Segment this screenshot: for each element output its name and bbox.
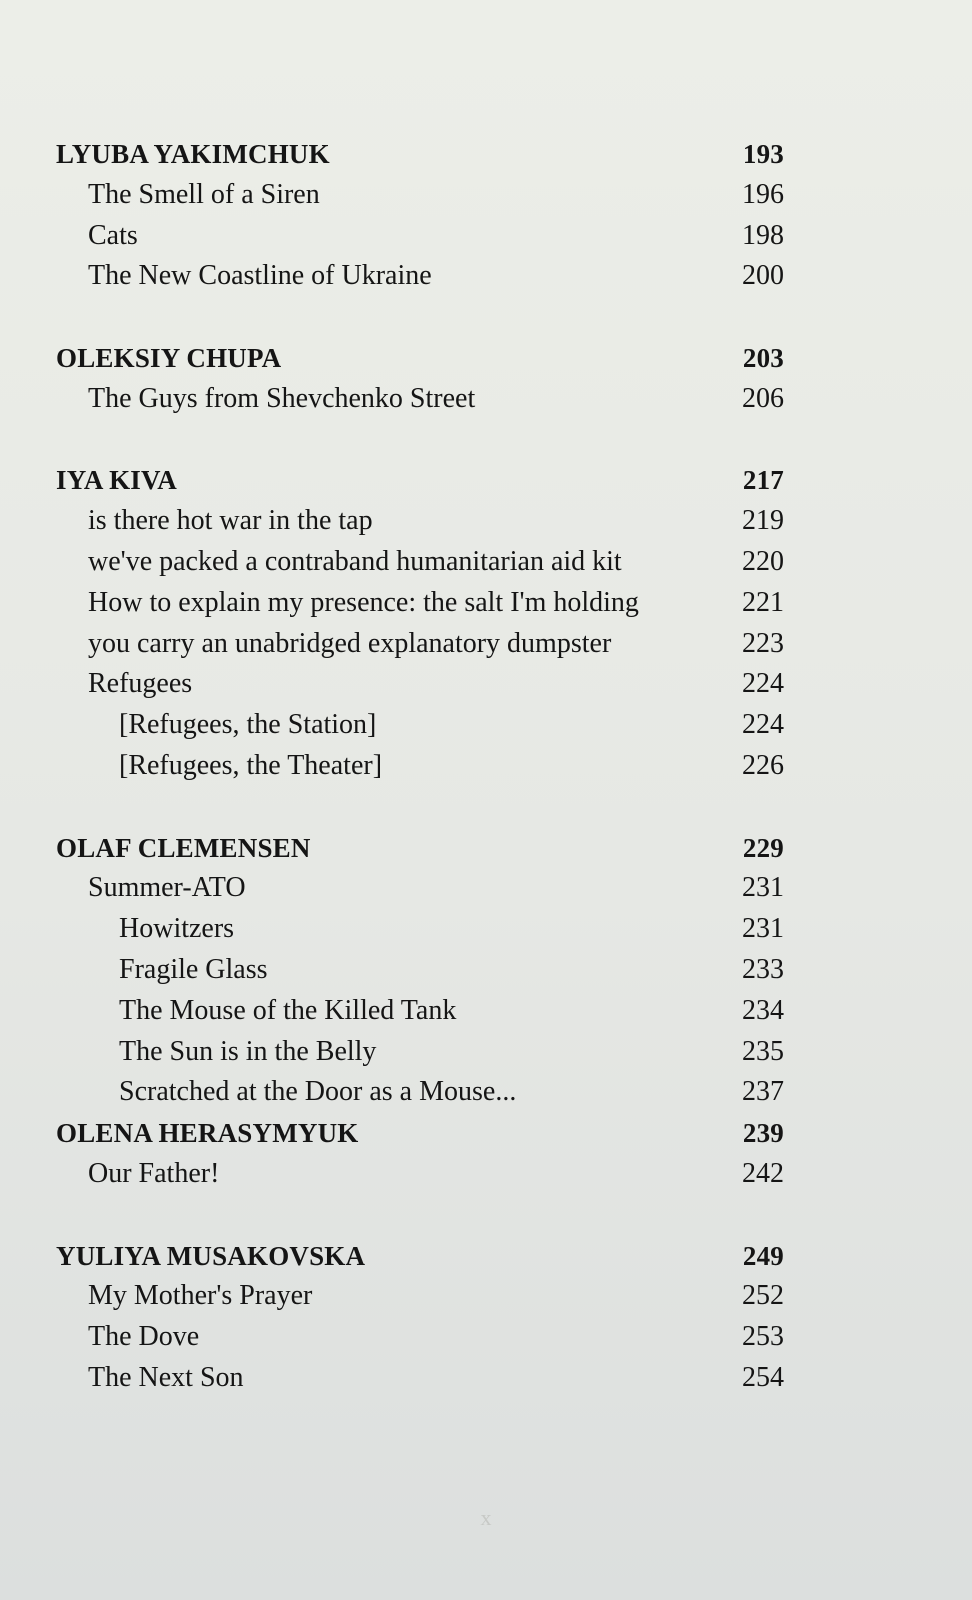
toc-page-number: 229: [742, 832, 784, 863]
toc-entry-title: The Next Son: [88, 1361, 244, 1393]
toc-page-number: 234: [742, 994, 784, 1026]
toc-entry-title: Cats: [88, 219, 138, 251]
toc-subentry: [56, 991, 784, 1032]
toc-page-number: 235: [742, 1035, 784, 1067]
toc-subentry: [56, 950, 784, 991]
toc-entry: [56, 624, 784, 665]
toc-author-row: [56, 828, 784, 869]
toc-author-name: LYUBA YAKIMCHUK: [56, 139, 330, 169]
toc-entry: [56, 379, 784, 420]
toc-page-number: 239: [742, 1118, 784, 1149]
toc-page-number: 224: [742, 709, 784, 741]
toc-entry-title: The Mouse of the Killed Tank: [119, 994, 457, 1026]
toc-page-number: 253: [742, 1321, 784, 1353]
toc-page-number: 219: [742, 505, 784, 537]
toc-page-number: 221: [742, 586, 784, 618]
toc-author-row: [56, 1236, 784, 1277]
toc-entry-title: Summer-ATO: [88, 872, 246, 904]
toc-entry-title: you carry an unabridged explanatory dumpster: [88, 627, 612, 659]
toc-page-number: 254: [742, 1361, 784, 1393]
toc-author-name: YULIYA MUSAKOVSKA: [56, 1240, 366, 1271]
toc-subentry: [56, 705, 784, 746]
toc-page-number: 193: [742, 139, 784, 169]
toc-page-number: 233: [742, 953, 784, 985]
toc-author-name: OLEKSIY CHUPA: [56, 342, 282, 373]
toc-entry: [56, 542, 784, 583]
toc-author-row: [56, 338, 784, 379]
toc-page-number: 203: [742, 342, 784, 373]
toc-entry-title: Refugees: [88, 668, 193, 700]
toc-entry-title: How to explain my presence: the salt I'm holding: [88, 586, 639, 618]
toc-page-number: 242: [742, 1157, 784, 1189]
toc-page-number: 249: [742, 1240, 784, 1271]
toc-entry-title: [Refugees, the Station]: [119, 709, 377, 741]
toc-entry: [56, 501, 784, 542]
toc-page-number: 223: [742, 627, 784, 659]
toc-entry-title: Howitzers: [119, 913, 235, 945]
toc-page-number: 200: [742, 260, 784, 292]
toc-author-row: [56, 134, 784, 175]
toc-entry: [56, 583, 784, 624]
toc-subentry: [56, 1072, 784, 1113]
toc-entry-title: The Sun is in the Belly: [119, 1035, 377, 1067]
toc-entry-title: The Guys from Shevchenko Street: [88, 382, 476, 414]
toc-entry-title: The Smell of a Siren: [88, 178, 320, 210]
toc-entry: [56, 868, 784, 909]
toc-entry-title: we've packed a contraband humanitarian aid kit: [88, 545, 622, 577]
toc-entry-title: My Mother's Prayer: [88, 1280, 313, 1312]
toc-entry-title: The Dove: [88, 1321, 200, 1353]
toc-entry: [56, 256, 784, 297]
toc-entry-title: [Refugees, the Theater]: [119, 749, 383, 781]
toc-page-number: 206: [742, 382, 784, 414]
toc-entry: [56, 216, 784, 257]
toc-entry-title: Our Father!: [88, 1157, 220, 1189]
toc-page-number: 217: [742, 465, 784, 496]
toc-page-number: 220: [742, 545, 784, 577]
toc-page-number: 198: [742, 219, 784, 251]
toc-entry: [56, 1317, 784, 1358]
toc-author-row: [56, 1113, 784, 1154]
toc-entry-title: Scratched at the Door as a Mouse...: [119, 1076, 517, 1108]
toc-entry-title: is there hot war in the tap: [88, 505, 373, 537]
toc-entry-title: Fragile Glass: [119, 953, 268, 985]
toc-entry: [56, 664, 784, 705]
toc-entry: [56, 1276, 784, 1317]
toc-page-number: 226: [742, 749, 784, 781]
toc-subentry: [56, 746, 784, 787]
toc-author-name: OLAF CLEMENSEN: [56, 832, 311, 863]
toc-page-number: 224: [742, 668, 784, 700]
toc-entry: [56, 1358, 784, 1399]
page-folio: x: [480, 1505, 492, 1530]
toc-author-row: [56, 460, 784, 501]
toc-subentry: [56, 1032, 784, 1073]
toc-page-number: 196: [742, 178, 784, 210]
toc-entry: [56, 175, 784, 216]
toc-page-number: 231: [742, 872, 784, 904]
toc-page-number: 231: [742, 913, 784, 945]
toc-author-name: IYA KIVA: [56, 465, 177, 496]
toc-entry: [56, 1154, 784, 1195]
table-of-contents: [56, 134, 784, 1399]
toc-subentry: [56, 909, 784, 950]
toc-entry-title: The New Coastline of Ukraine: [88, 260, 432, 292]
toc-page-number: 237: [742, 1076, 784, 1108]
toc-page-number: 252: [742, 1280, 784, 1312]
toc-author-name: OLENA HERASYMYUK: [56, 1118, 359, 1149]
